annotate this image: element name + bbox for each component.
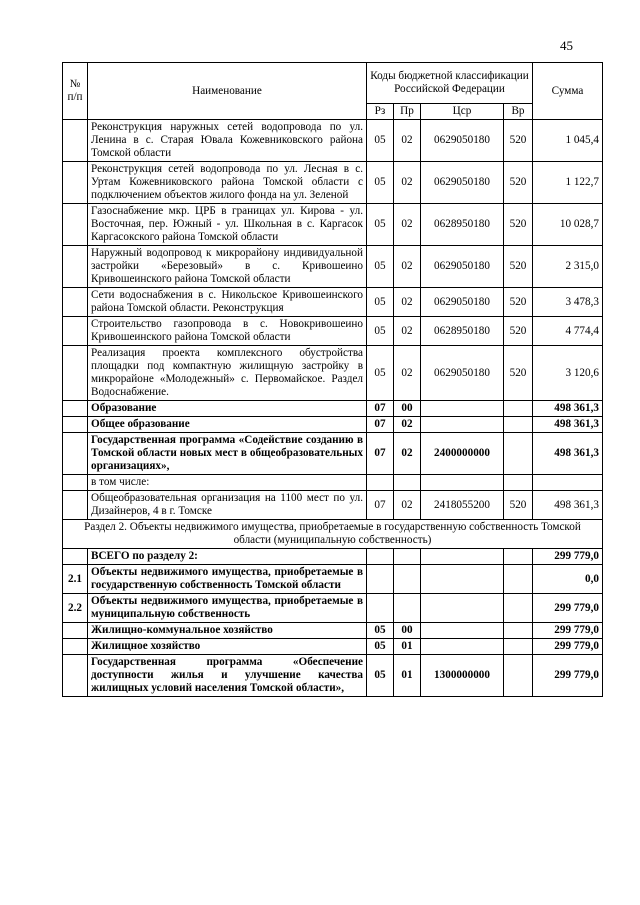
row-rz: 05 [367, 162, 394, 204]
row-name: Образование [88, 401, 367, 417]
row-sum: 498 361,3 [533, 401, 603, 417]
row-rz: 05 [367, 623, 394, 639]
row-vr: 520 [504, 346, 533, 401]
row-sum: 299 779,0 [533, 623, 603, 639]
header-vr: Вр [504, 104, 533, 120]
row-csr: 0629050180 [421, 346, 504, 401]
row-name: Жилищно-коммунальное хозяйство [88, 623, 367, 639]
row-rz: 07 [367, 417, 394, 433]
table-row [63, 246, 603, 288]
budget-table [62, 62, 603, 697]
table-row-housing-utilities [63, 623, 603, 639]
row-sum: 3 120,6 [533, 346, 603, 401]
row-name: Реконструкция сетей водопровода по ул. Лесная в с. Уртам Кожевниковского района Томской области с подключением объектов жилого фонда на ул. Зеленой [88, 162, 367, 204]
row-name: Реализация проекта комплексного обустройства площадки под компактную жилищную застройку в микрорайоне «Молодежный» с. Первомайское. Раздел Водоснабжение. [88, 346, 367, 401]
table-row-school [63, 491, 603, 520]
table-row [63, 120, 603, 162]
table-row-gov-program-edu [63, 433, 603, 475]
header-pr: Пр [394, 104, 421, 120]
row-num: 2.1 [63, 565, 88, 594]
table-row [63, 288, 603, 317]
row-rz: 05 [367, 120, 394, 162]
row-sum: 498 361,3 [533, 491, 603, 520]
row-csr: 0629050180 [421, 246, 504, 288]
table-row-2-2 [63, 594, 603, 623]
row-csr: 0629050180 [421, 162, 504, 204]
header-csr: Цср [421, 104, 504, 120]
row-csr: 1300000000 [421, 655, 504, 697]
row-name: Общее образование [88, 417, 367, 433]
page-number: 45 [560, 38, 573, 53]
row-rz: 05 [367, 246, 394, 288]
row-pr: 02 [394, 246, 421, 288]
row-rz: 05 [367, 204, 394, 246]
row-pr: 02 [394, 204, 421, 246]
row-sum: 4 774,4 [533, 317, 603, 346]
row-pr: 02 [394, 162, 421, 204]
row-pr: 02 [394, 346, 421, 401]
row-sum: 299 779,0 [533, 594, 603, 623]
row-sum: 299 779,0 [533, 549, 603, 565]
row-name: Объекты недвижимого имущества, приобретаемые в государственную собственность Томской области [88, 565, 367, 594]
table-row-total-section-2 [63, 549, 603, 565]
section-2-title: Раздел 2. Объекты недвижимого имущества, приобретаемые в государственную собственность Томской области (муниципальную собственность) [63, 520, 603, 549]
row-pr: 00 [394, 623, 421, 639]
table-row-education [63, 401, 603, 417]
row-csr: 0629050180 [421, 120, 504, 162]
row-name: Общеобразовательная организация на 1100 мест по ул. Дизайнеров, 4 в г. Томске [88, 491, 367, 520]
row-name: Государственная программа «Содействие созданию в Томской области новых мест в общеобразовательных организациях», [88, 433, 367, 475]
row-csr: 2400000000 [421, 433, 504, 475]
table-row [63, 346, 603, 401]
row-rz: 05 [367, 346, 394, 401]
row-pr: 02 [394, 491, 421, 520]
row-pr: 00 [394, 401, 421, 417]
row-csr: 0628950180 [421, 317, 504, 346]
row-name: Жилищное хозяйство [88, 639, 367, 655]
row-pr: 01 [394, 639, 421, 655]
row-rz: 05 [367, 639, 394, 655]
table-row [63, 204, 603, 246]
row-name: ВСЕГО по разделу 2: [88, 549, 367, 565]
row-rz: 05 [367, 288, 394, 317]
row-name: Объекты недвижимого имущества, приобретаемые в муниципальную собственность [88, 594, 367, 623]
row-name: Наружный водопровод к микрорайону индивидуальной застройки «Березовый» в с. Кривошеино Кривошеинского района Томской области [88, 246, 367, 288]
row-sum: 3 478,3 [533, 288, 603, 317]
row-rz: 05 [367, 655, 394, 697]
row-sum: 498 361,3 [533, 433, 603, 475]
row-sum: 299 779,0 [533, 639, 603, 655]
section-2-heading [63, 520, 603, 549]
row-pr: 02 [394, 433, 421, 475]
table-row [63, 162, 603, 204]
rows-a [63, 120, 603, 401]
header-row [63, 63, 603, 104]
row-name: Газоснабжение мкр. ЦРБ в границах ул. Кирова - ул. Восточная, пер. Южный - ул. Школьная в с. Каргасок Каргасокского района Томской области [88, 204, 367, 246]
row-csr: 2418055200 [421, 491, 504, 520]
table-row-gov-program-housing [63, 655, 603, 697]
row-sum: 498 361,3 [533, 417, 603, 433]
row-sum: 10 028,7 [533, 204, 603, 246]
header-name: Наименование [88, 63, 367, 120]
table-row-2-1 [63, 565, 603, 594]
row-num: 2.2 [63, 594, 88, 623]
row-sum: 0,0 [533, 565, 603, 594]
table-row [63, 317, 603, 346]
row-sum: 1 045,4 [533, 120, 603, 162]
row-pr: 01 [394, 655, 421, 697]
header-rz: Рз [367, 104, 394, 120]
row-rz: 07 [367, 401, 394, 417]
row-vr: 520 [504, 491, 533, 520]
row-rz: 05 [367, 317, 394, 346]
table-row-general-education [63, 417, 603, 433]
row-pr: 02 [394, 288, 421, 317]
table-row-including [63, 475, 603, 491]
row-vr: 520 [504, 288, 533, 317]
row-name: Государственная программа «Обеспечение доступности жилья и улучшение качества жилищных условий населения Томской области», [88, 655, 367, 697]
header-num: № п/п [63, 63, 88, 120]
row-vr: 520 [504, 162, 533, 204]
row-name: Реконструкция наружных сетей водопровода по ул. Ленина в с. Старая Ювала Кожевниковского района Томской области [88, 120, 367, 162]
row-vr: 520 [504, 317, 533, 346]
header-codes: Коды бюджетной классификации Российской Федерации [367, 63, 533, 104]
row-pr: 02 [394, 317, 421, 346]
row-name: в том числе: [88, 475, 367, 491]
row-csr: 0629050180 [421, 288, 504, 317]
row-vr: 520 [504, 120, 533, 162]
row-pr: 02 [394, 417, 421, 433]
row-vr: 520 [504, 204, 533, 246]
row-name: Сети водоснабжения в с. Никольское Кривошеинского района Томской области. Реконструкция [88, 288, 367, 317]
row-sum: 1 122,7 [533, 162, 603, 204]
row-csr: 0628950180 [421, 204, 504, 246]
row-pr: 02 [394, 120, 421, 162]
row-vr: 520 [504, 246, 533, 288]
row-rz: 07 [367, 433, 394, 475]
row-sum: 2 315,0 [533, 246, 603, 288]
row-rz: 07 [367, 491, 394, 520]
row-name: Строительство газопровода в с. Новокривошеино Кривошеинского района Томской области [88, 317, 367, 346]
table-row-housing [63, 639, 603, 655]
row-sum: 299 779,0 [533, 655, 603, 697]
header-sum: Сумма [533, 63, 603, 120]
